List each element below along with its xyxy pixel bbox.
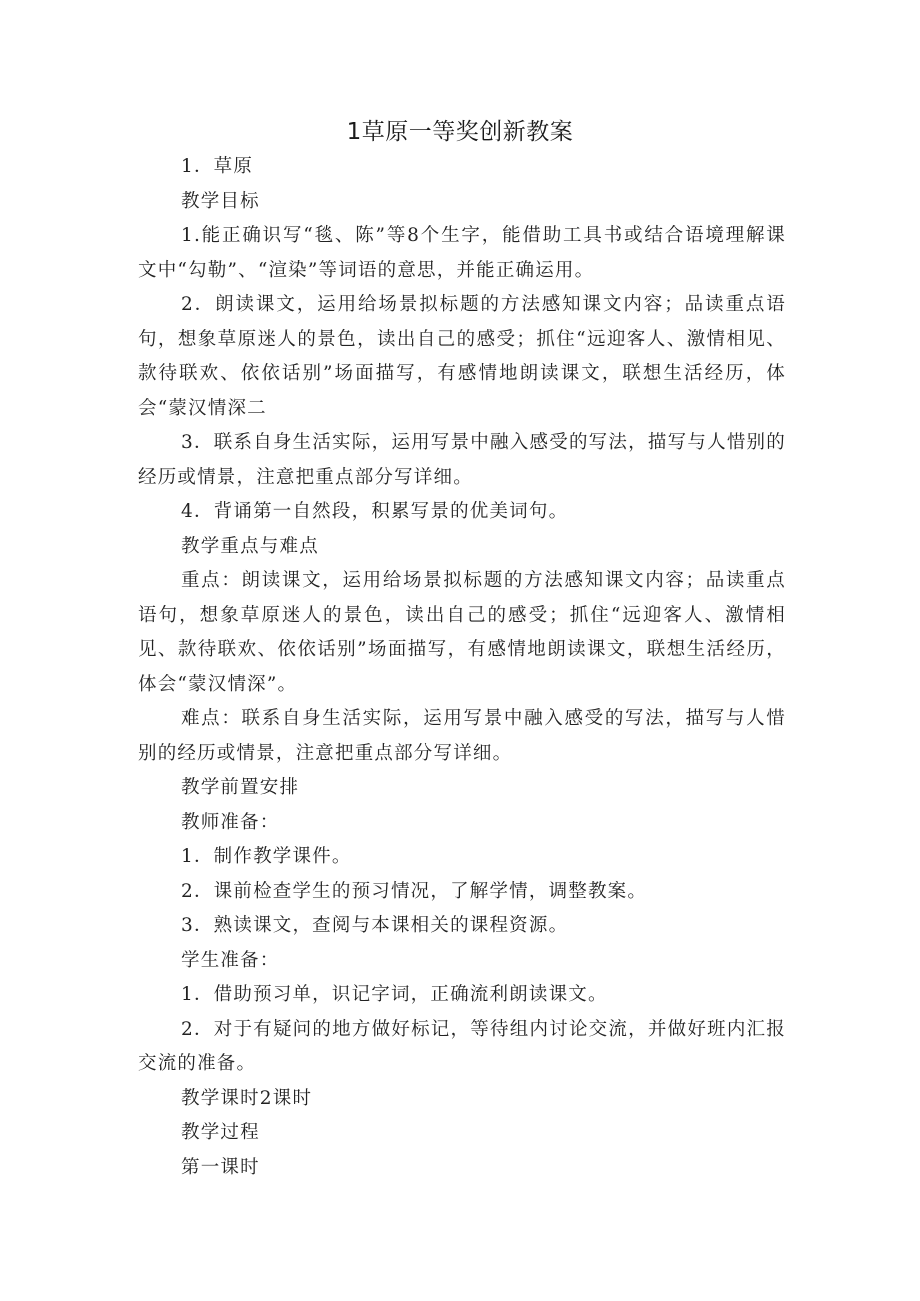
student-prep-item-1: 1．借助预习单，识记字词，正确流利朗读课文。 xyxy=(181,984,608,1005)
objective-item-2: 2．朗读课文，运用给场景拟标题的方法感知课文内容；品读重点语句，想象草原迷人的景色，读出自己的感受；抓住“远迎客人、激情相见、款待联欢、依依话别”场面描写，有感情地朗读课文，联想生活经历，体会“蒙汉情深二 xyxy=(138,294,786,419)
subheading-teacher-prep: 教师准备： xyxy=(181,811,280,833)
section-heading-periods: 教学课时2课时 xyxy=(181,1087,313,1109)
subheading-first-period: 第一课时 xyxy=(181,1156,260,1178)
section-heading-key-points: 教学重点与难点 xyxy=(181,535,319,557)
section-heading-process: 教学过程 xyxy=(181,1122,260,1143)
objective-item-1: 1.能正确识写“毯、陈”等8个生字，能借助工具书或结合语境理解课文中“勾勒”、“渲染”等词语的意思，并能正确运用。 xyxy=(138,225,786,281)
section-heading-preparation: 教学前置安排 xyxy=(181,777,300,798)
teacher-prep-item-1: 1．制作教学课件。 xyxy=(181,846,352,867)
teacher-prep-item-2: 2．课前检查学生的预习情况，了解学情，调整教案。 xyxy=(181,880,648,902)
document-title: 1草原一等奖创新教案 xyxy=(346,119,574,145)
difficulty-paragraph: 难点：联系自身生活实际，运用写景中融入感受的写法，描写与人惜别的经历或情景，注意把重点部分写详细。 xyxy=(138,708,786,764)
lesson-heading: 1．草原 xyxy=(181,156,254,177)
student-prep-item-2: 2．对于有疑问的地方做好标记，等待组内讨论交流，并做好班内汇报交流的准备。 xyxy=(138,1018,786,1074)
document-body xyxy=(138,150,786,1185)
section-heading-objectives: 教学目标 xyxy=(181,190,260,212)
objective-item-3: 3．联系自身生活实际，运用写景中融入感受的写法，描写与人惜别的经历或情景，注意把重点部分写详细。 xyxy=(138,432,786,488)
key-point-paragraph: 重点：朗读课文，运用给场景拟标题的方法感知课文内容；品读重点语句，想象草原迷人的景色，读出自己的感受；抓住“远迎客人、激情相见、款待联欢、依依话别”场面描写，有感情地朗读课文，联想生活经历，体会“蒙汉情深”。 xyxy=(138,570,786,695)
objective-item-4: 4．背诵第一自然段，积累写景的优美词句。 xyxy=(181,501,569,522)
teacher-prep-item-3: 3．熟读课文，查阅与本课相关的课程资源。 xyxy=(181,915,569,936)
subheading-student-prep: 学生准备： xyxy=(181,949,280,971)
